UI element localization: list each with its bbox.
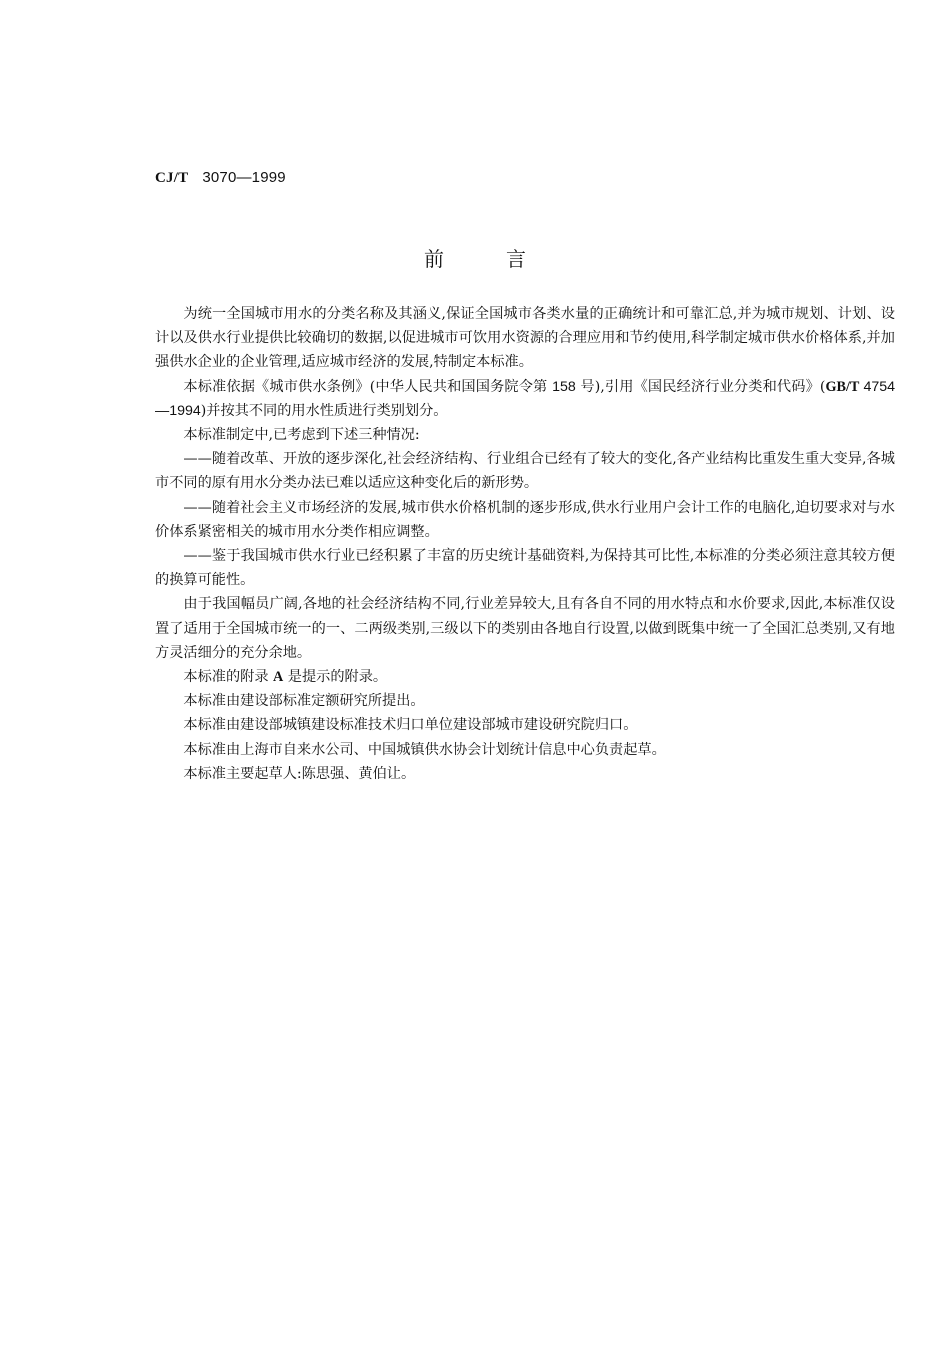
decree-number: 158 bbox=[552, 378, 576, 395]
paragraph-proposer: 本标准由建设部标准定额研究所提出。 bbox=[183, 693, 425, 710]
paragraph-appendix: 本标准的附录 A 是提示的附录。 bbox=[183, 669, 388, 686]
standard-prefix: CJ/T bbox=[155, 170, 189, 186]
paragraph-basis: 本标准依据《城市供水条例》(中华人民共和国国务院令第 158 号),引用《国民经济行业分类和代码》(GB/T 4754—1994)并按其不同的用水性质进行类别划分。 bbox=[155, 378, 896, 419]
standard-code bbox=[155, 168, 286, 187]
paragraph-considerations: 本标准制定中,已考虑到下述三种情况: bbox=[183, 427, 420, 444]
paragraph-consideration-1: ——随着改革、开放的逐步深化,社会经济结构、行业组合已经有了较大的变化,各产业结构比重发生重大变异,各城市不同的原有用水分类办法已难以适应这种变化后的新形势。 bbox=[155, 451, 895, 492]
title-char-2: 言 bbox=[506, 247, 526, 271]
title-char-1: 前 bbox=[424, 247, 444, 271]
page-title bbox=[0, 243, 950, 272]
standard-number: 3070—1999 bbox=[202, 169, 286, 186]
appendix-letter: A bbox=[273, 669, 284, 686]
paragraph-drafting-units: 本标准由上海市自来水公司、中国城镇供水协会计划统计信息中心负责起草。 bbox=[183, 741, 666, 758]
gb-prefix: GB/T bbox=[825, 378, 860, 395]
foreword-body bbox=[155, 302, 895, 786]
paragraph-purpose: 为统一全国城市用水的分类名称及其涵义,保证全国城市各类水量的正确统计和可靠汇总,并为城市规划、计划、设计以及供水行业提供比较确切的数据,以促进城市可饮用水资源的合理应用和节约使用,科学制定城市供水价格体系,并加强供水企业的企业管理,适应城市经济的发展,特制定本标准。 bbox=[155, 306, 895, 371]
gb-number: 4754—1994 bbox=[155, 378, 896, 419]
paragraph-administrator: 本标准由建设部城镇建设标准技术归口单位建设部城市建设研究院归口。 bbox=[183, 717, 638, 734]
paragraph-consideration-2: ——随着社会主义市场经济的发展,城市供水价格机制的逐步形成,供水行业用户会计工作的电脑化,迫切要求对与水价体系紧密相关的城市用水分类作相应调整。 bbox=[155, 499, 895, 540]
paragraph-drafters: 本标准主要起草人:陈思强、黄伯让。 bbox=[183, 765, 416, 782]
paragraph-consideration-3: ——鉴于我国城市供水行业已经积累了丰富的历史统计基础资料,为保持其可比性,本标准的分类必须注意其较方便的换算可能性。 bbox=[155, 548, 895, 589]
paragraph-scope: 由于我国幅员广阔,各地的社会经济结构不同,行业差异较大,且有各自不同的用水特点和水价要求,因此,本标准仅设置了适用于全国城市统一的一、二两级类别,三级以下的类别由各地自行设置,以做到既集中统一了全国汇总类别,又有地方灵活细分的充分余地。 bbox=[155, 596, 895, 661]
